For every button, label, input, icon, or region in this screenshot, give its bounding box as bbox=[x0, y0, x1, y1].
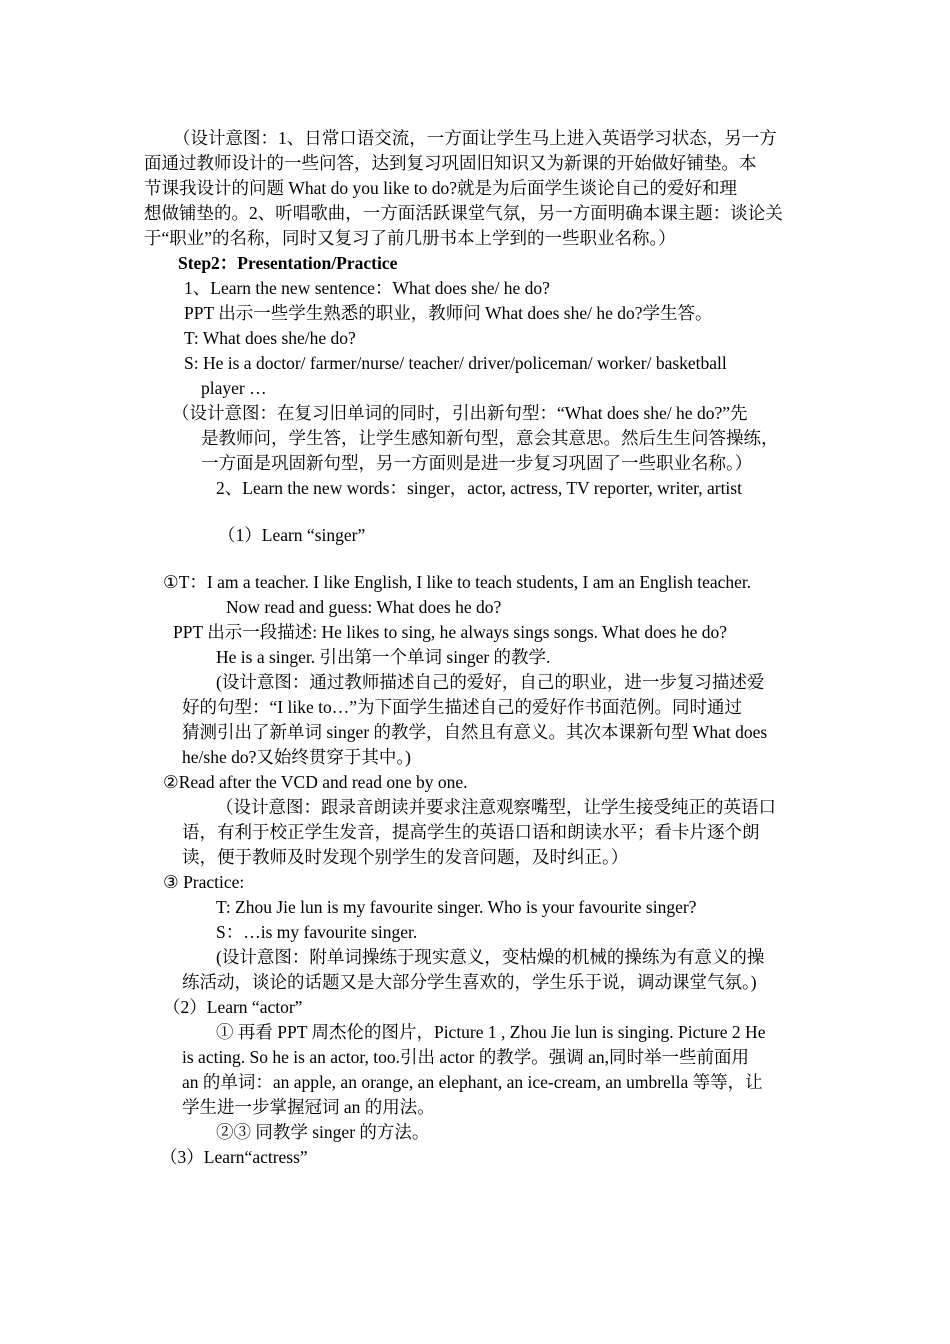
practice-student-line: S：…is my favourite singer. bbox=[216, 922, 418, 942]
item-learn-words: 2、Learn the new words：singer，actor, actress, TV reporter, writer, artist bbox=[216, 478, 742, 498]
intent-paragraph-2-line-1: （设计意图：在复习旧单词的同时，引出新句型：“What does she/ he do?”先 bbox=[172, 403, 748, 423]
item-learn-sentence: 1、Learn the new sentence：What does she/ he do? bbox=[184, 278, 550, 298]
learn-actress-heading: （3）Learn“actress” bbox=[160, 1147, 308, 1167]
singer-intent3-line-1: (设计意图：附单词操练于现实意义，变枯燥的机械的操练为有意义的操 bbox=[216, 947, 765, 967]
intent-paragraph-1-line-3: 节课我设计的问题 What do you like to do?就是为后面学生谈论自己的爱好和理 bbox=[144, 178, 738, 198]
teacher-question-line: T: What does she/he do? bbox=[184, 328, 356, 348]
singer-step1-line-2: Now read and guess: What does he do? bbox=[226, 597, 502, 617]
actor-line-5: ②③ 同教学 singer 的方法。 bbox=[216, 1122, 430, 1142]
learn-singer-heading: （1）Learn “singer” bbox=[218, 525, 366, 545]
singer-intent-line-4: he/she do?又始终贯穿于其中。) bbox=[182, 747, 411, 767]
learn-actor-heading: （2）Learn “actor” bbox=[163, 997, 303, 1017]
intent-paragraph-2-line-3: 一方面是巩固新句型，另一方面则是进一步复习巩固了一些职业名称。） bbox=[201, 453, 753, 473]
intent-paragraph-1-line-5: 于“职业”的名称，同时又复习了前几册书本上学到的一些职业名称。） bbox=[144, 228, 676, 248]
actor-line-3: an 的单词：an apple, an orange, an elephant, an ice-cream, an umbrella 等等，让 bbox=[182, 1072, 763, 1092]
singer-intent3-line-2: 练活动，谈论的话题又是大部分学生喜欢的，学生乐于说，调动课堂气氛。) bbox=[182, 972, 757, 992]
step2-heading: Step2：Presentation/Practice bbox=[178, 253, 398, 273]
singer-intent2-line-1: （设计意图：跟录音朗读并要求注意观察嘴型，让学生接受纯正的英语口 bbox=[216, 797, 776, 817]
intent-paragraph-1-line-1: （设计意图：1、日常口语交流，一方面让学生马上进入英语学习状态，另一方 bbox=[173, 128, 777, 148]
singer-answer-line: He is a singer. 引出第一个单词 singer 的教学. bbox=[216, 647, 551, 667]
practice-teacher-line: T: Zhou Jie lun is my favourite singer. Who is your favourite singer? bbox=[216, 897, 697, 917]
singer-intent-line-2: 好的句型：“I like to…”为下面学生描述自己的爱好作书面范例。同时通过 bbox=[182, 697, 742, 717]
student-answer-line-2: player … bbox=[201, 378, 267, 398]
singer-ppt-line: PPT 出示一段描述: He likes to sing, he always sings songs. What does he do? bbox=[173, 622, 727, 642]
actor-line-4: 学生进一步掌握冠词 an 的用法。 bbox=[182, 1097, 435, 1117]
intent-paragraph-1-line-4: 想做铺垫的。2、听唱歌曲，一方面活跃课堂气氛，另一方面明确本课主题：谈论关 bbox=[144, 203, 783, 223]
student-answer-line-1: S: He is a doctor/ farmer/nurse/ teacher/ driver/policeman/ worker/ basketball bbox=[184, 353, 727, 373]
singer-step3-line: ③ Practice: bbox=[163, 872, 245, 892]
ppt-occupations-line: PPT 出示一些学生熟悉的职业，教师问 What does she/ he do?学生答。 bbox=[184, 303, 713, 323]
singer-intent-line-3: 猜测引出了新单词 singer 的教学，自然且有意义。其次本课新句型 What does bbox=[182, 722, 768, 742]
singer-intent2-line-2: 语，有利于校正学生发音，提高学生的英语口语和朗读水平；看卡片逐个朗 bbox=[182, 822, 760, 842]
singer-step2-line: ②Read after the VCD and read one by one. bbox=[163, 772, 468, 792]
intent-paragraph-2-line-2: 是教师问，学生答，让学生感知新句型，意会其意思。然后生生问答操练， bbox=[201, 428, 779, 448]
singer-intent-line-1: (设计意图：通过教师描述自己的爱好，自己的职业，进一步复习描述爱 bbox=[216, 672, 765, 692]
intent-paragraph-1-line-2: 面通过教师设计的一些问答，达到复习巩固旧知识又为新课的开始做好铺垫。本 bbox=[144, 153, 757, 173]
singer-step1-line-1: ①T：I am a teacher. I like English, I like to teach students, I am an English teacher. bbox=[163, 572, 752, 592]
actor-line-1: ① 再看 PPT 周杰伦的图片，Picture 1 , Zhou Jie lun is singing. Picture 2 He bbox=[216, 1022, 766, 1042]
actor-line-2: is acting. So he is an actor, too.引出 actor 的教学。强调 an,同时举一些前面用 bbox=[182, 1047, 749, 1067]
singer-intent2-line-3: 读，便于教师及时发现个别学生的发音问题，及时纠正。） bbox=[182, 847, 629, 867]
